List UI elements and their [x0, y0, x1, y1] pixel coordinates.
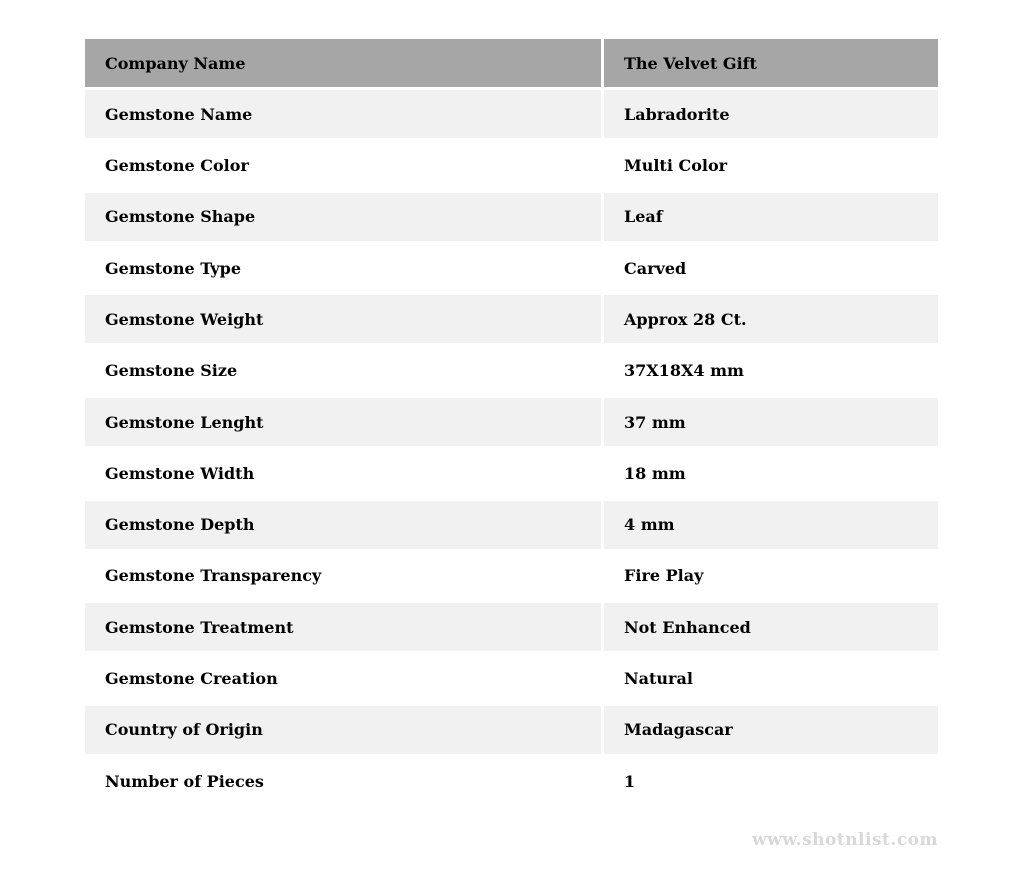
attribute-label-cell: Number of Pieces [85, 757, 601, 805]
attribute-value-cell: Madagascar [604, 706, 938, 754]
attribute-value-cell: 37X18X4 mm [604, 347, 938, 395]
attribute-value-cell: Not Enhanced [604, 603, 938, 651]
attribute-label-cell: Gemstone Shape [85, 193, 601, 241]
attribute-value-cell: 1 [604, 757, 938, 805]
attribute-label-cell: Gemstone Type [85, 244, 601, 292]
attribute-value-cell: 18 mm [604, 449, 938, 497]
table-header-label-cell: Company Name [85, 39, 601, 87]
attribute-label-cell: Gemstone Name [85, 90, 601, 138]
attribute-value-cell: Leaf [604, 193, 938, 241]
attribute-value-cell: 37 mm [604, 398, 938, 446]
gemstone-spec-table [85, 39, 938, 805]
attribute-label-cell: Gemstone Depth [85, 501, 601, 549]
attribute-label-cell: Gemstone Width [85, 449, 601, 497]
attribute-value-cell: Fire Play [604, 552, 938, 600]
attribute-label-cell: Gemstone Transparency [85, 552, 601, 600]
attribute-label-cell: Gemstone Creation [85, 655, 601, 703]
attribute-value-cell: Multi Color [604, 142, 938, 190]
watermark-text: www.shotnlist.com [751, 830, 938, 850]
table-header-value-cell: The Velvet Gift [604, 39, 938, 87]
attribute-label-cell: Country of Origin [85, 706, 601, 754]
attribute-label-cell: Gemstone Size [85, 347, 601, 395]
attribute-label-cell: Gemstone Lenght [85, 398, 601, 446]
attribute-label-cell: Gemstone Color [85, 142, 601, 190]
attribute-value-cell: 4 mm [604, 501, 938, 549]
attribute-label-cell: Gemstone Weight [85, 295, 601, 343]
attribute-value-cell: Labradorite [604, 90, 938, 138]
attribute-value-cell: Natural [604, 655, 938, 703]
attribute-label-cell: Gemstone Treatment [85, 603, 601, 651]
attribute-value-cell: Carved [604, 244, 938, 292]
attribute-value-cell: Approx 28 Ct. [604, 295, 938, 343]
